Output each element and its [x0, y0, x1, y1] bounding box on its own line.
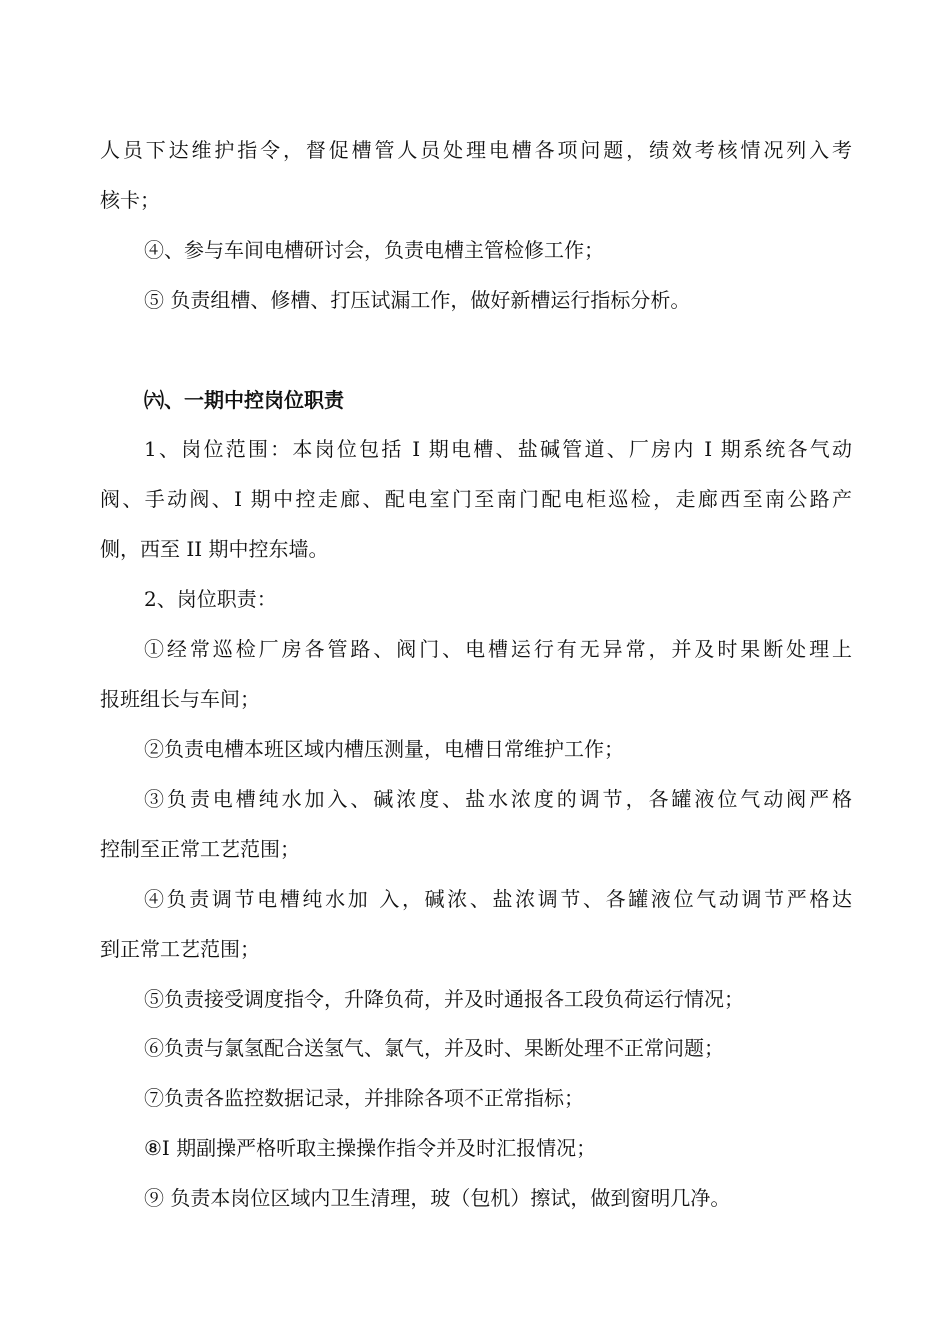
- duty-item-1: ①经常巡检厂房各管路、阀门、电槽运行有无异常，并及时果断处理上: [144, 637, 852, 661]
- duty-item-2: ②负责电槽本班区域内槽压测量，电槽日常维护工作；: [144, 737, 624, 761]
- paragraph-line: 人员下达维护指令，督促槽管人员处理电槽各项问题，绩效考核情况列入考: [100, 138, 852, 162]
- paragraph-line: 核卡；: [100, 188, 160, 212]
- duties-heading: 2、岗位职责：: [144, 587, 277, 611]
- duty-item-3-continued: 控制至正常工艺范围；: [100, 837, 300, 861]
- duty-item-6: ⑥负责与氯氢配合送氢气、氯气，并及时、果断处理不正常问题；: [144, 1036, 724, 1060]
- duty-item-9: ⑨ 负责本岗位区域内卫生清理，玻（包机）擦试，做到窗明几净。: [144, 1186, 731, 1210]
- duty-item-4-continued: 到正常工艺范围；: [100, 937, 260, 961]
- section-heading: ㈥、一期中控岗位职责: [144, 388, 344, 412]
- scope-paragraph-line: 侧，西至 II 期中控东墙。: [100, 537, 329, 561]
- duty-item-8: ⑧I 期副操严格听取主操操作指令并及时汇报情况；: [144, 1136, 597, 1160]
- scope-paragraph-line: 阀、手动阀、I 期中控走廊、配电室门至南门配电柜巡检，走廊西至南公路产: [100, 487, 852, 511]
- duty-item-5: ⑤负责接受调度指令，升降负荷，并及时通报各工段负荷运行情况；: [144, 987, 744, 1011]
- duty-item-4: ④负责调节电槽纯水加 入，碱浓、盐浓调节、各罐液位气动调节严格达: [144, 887, 852, 911]
- duty-item-3: ③负责电槽纯水加入、碱浓度、盐水浓度的调节，各罐液位气动阀严格: [144, 787, 852, 811]
- duty-item-1-continued: 报班组长与车间；: [100, 687, 260, 711]
- scope-paragraph-line: 1、岗位范围：本岗位包括 I 期电槽、盐碱管道、厂房内 I 期系统各气动: [144, 437, 852, 461]
- duty-item-7: ⑦负责各监控数据记录，并排除各项不正常指标；: [144, 1086, 584, 1110]
- list-item-5: ⑤ 负责组槽、修槽、打压试漏工作，做好新槽运行指标分析。: [144, 288, 691, 312]
- list-item-4: ④、参与车间电槽研讨会，负责电槽主管检修工作；: [144, 238, 604, 262]
